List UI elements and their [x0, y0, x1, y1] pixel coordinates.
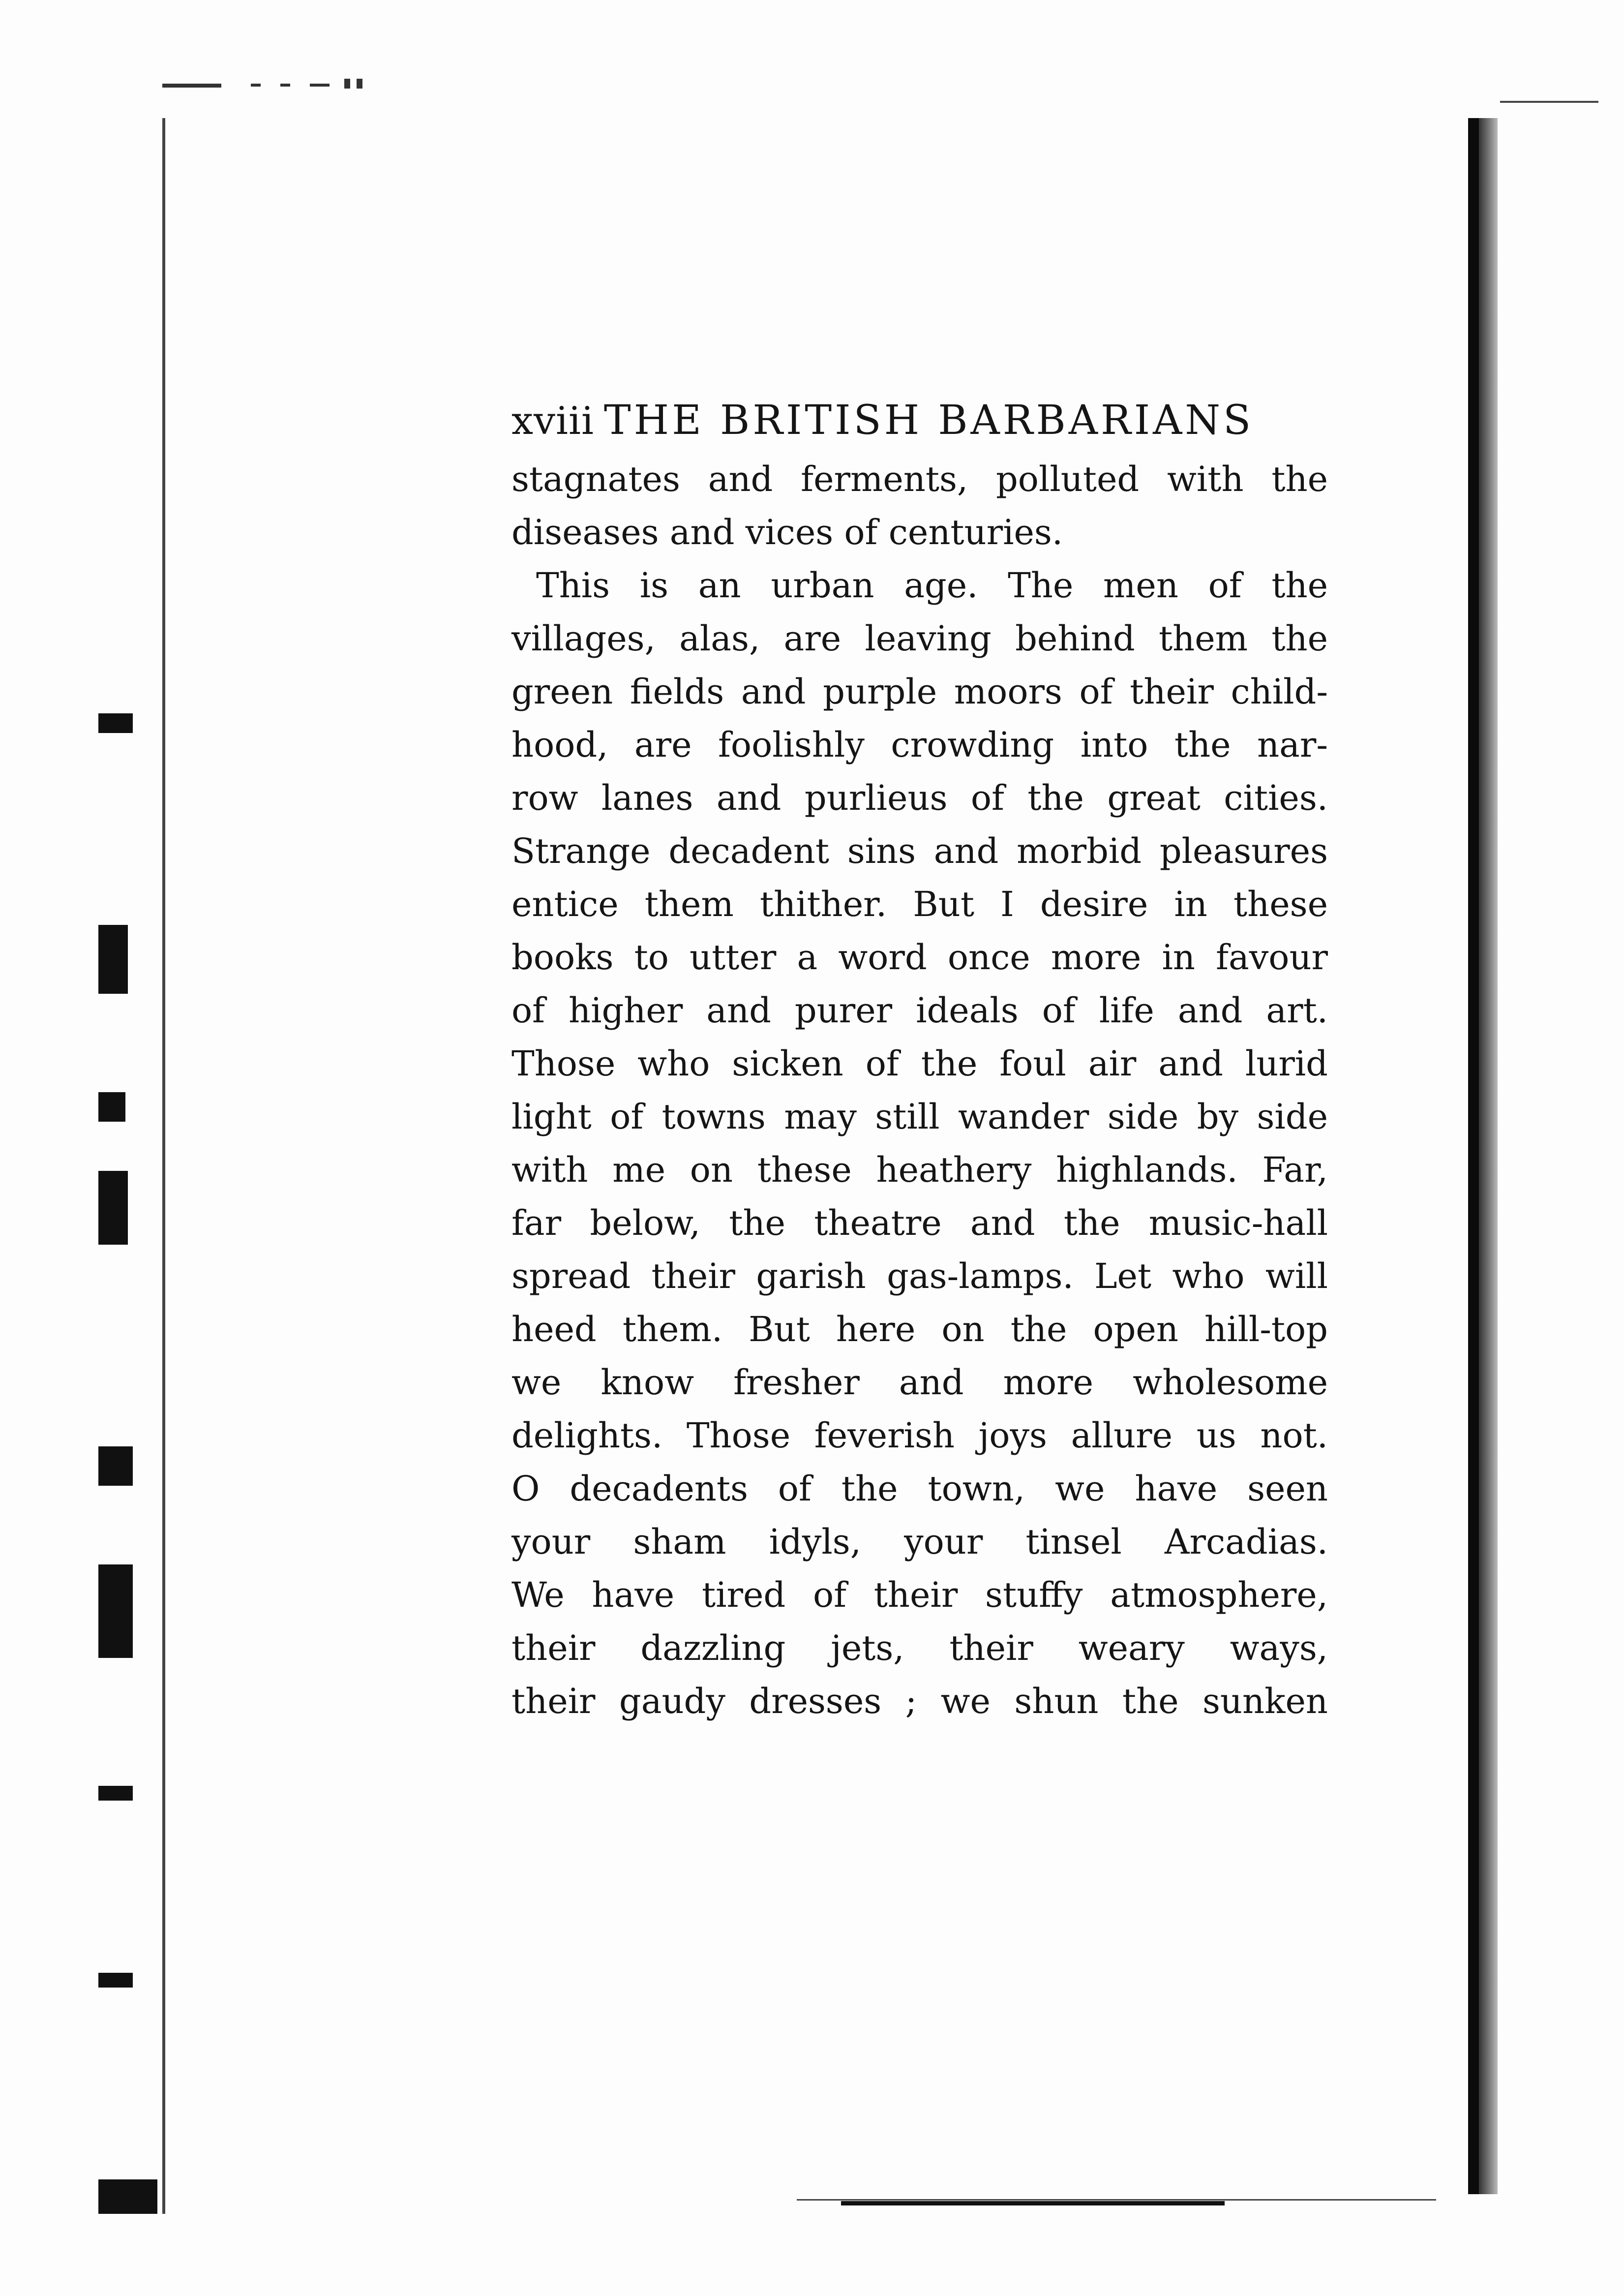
page-text [511, 394, 1328, 1728]
binding-mark [98, 1446, 133, 1486]
scan-mark [357, 79, 362, 89]
binding-mark [98, 1786, 133, 1801]
scan-mark [280, 84, 290, 87]
binding-mark [98, 925, 128, 994]
text-line: diseases and vices of centuries. [511, 512, 1063, 552]
text-line: row lanes and purlieus of the great cities. [511, 778, 1328, 818]
text-line: This is an urban age. The men of the [536, 565, 1328, 606]
text-line: spread their garish gas-lamps. Let who will [511, 1256, 1328, 1296]
binding-mark [98, 1973, 133, 1988]
binding-mark [98, 1092, 125, 1122]
scan-mark [344, 79, 350, 89]
running-head [511, 394, 1328, 448]
bottom-edge-shadow [841, 2201, 1225, 2205]
text-line: your sham idyls, your tinsel Arcadias. [511, 1522, 1328, 1562]
text-line: Strange decadent sins and morbid pleasures [511, 831, 1328, 871]
binding-mark [98, 713, 133, 733]
top-scan-edge [162, 84, 1431, 88]
bottom-edge-line [797, 2199, 1436, 2201]
body-text [511, 453, 1328, 1728]
right-edge-line [1500, 101, 1598, 103]
binding-mark [98, 1171, 128, 1245]
text-line: villages, alas, are leaving behind them the [511, 618, 1328, 659]
text-line: green fields and purple moors of their child- [511, 672, 1328, 712]
text-line: hood, are foolishly crowding into the nar- [511, 725, 1328, 765]
scan-mark [310, 84, 330, 87]
text-line: delights. Those feverish joys allure us not. [511, 1415, 1328, 1456]
text-line: stagnates and ferments, polluted with the [511, 459, 1328, 499]
text-line: of higher and purer ideals of life and art. [511, 990, 1328, 1031]
text-line: light of towns may still wander side by side [511, 1097, 1328, 1137]
book-title: THE BRITISH BARBARIANS [603, 397, 1254, 444]
binding-rule [162, 118, 165, 2214]
text-line: far below, the theatre and the music-hall [511, 1203, 1328, 1243]
text-line: heed them. But here on the open hill-top [511, 1309, 1328, 1349]
right-page-edge [1468, 118, 1498, 2194]
text-line: We have tired of their stuffy atmosphere, [511, 1575, 1328, 1615]
text-line: entice them thither. But I desire in these [511, 884, 1328, 924]
binding-mark [98, 2179, 157, 2214]
text-line: their gaudy dresses ; we shun the sunken [511, 1681, 1328, 1721]
text-line: books to utter a word once more in favour [511, 937, 1328, 978]
text-line: Those who sicken of the foul air and lurid [511, 1043, 1328, 1084]
scan-mark [162, 84, 221, 88]
scan-mark [251, 84, 261, 87]
text-line: with me on these heathery highlands. Far, [511, 1150, 1328, 1190]
left-binding-shadow [98, 89, 177, 2243]
bottom-scan-edge [797, 2199, 1436, 2206]
text-line: O decadents of the town, we have seen [511, 1469, 1328, 1509]
binding-mark [98, 1564, 133, 1658]
right-edge-shadow [1468, 118, 1479, 2194]
page-number: xviii [511, 399, 594, 443]
text-line: their dazzling jets, their weary ways, [511, 1628, 1328, 1668]
text-line: we know fresher and more wholesome [511, 1362, 1328, 1403]
